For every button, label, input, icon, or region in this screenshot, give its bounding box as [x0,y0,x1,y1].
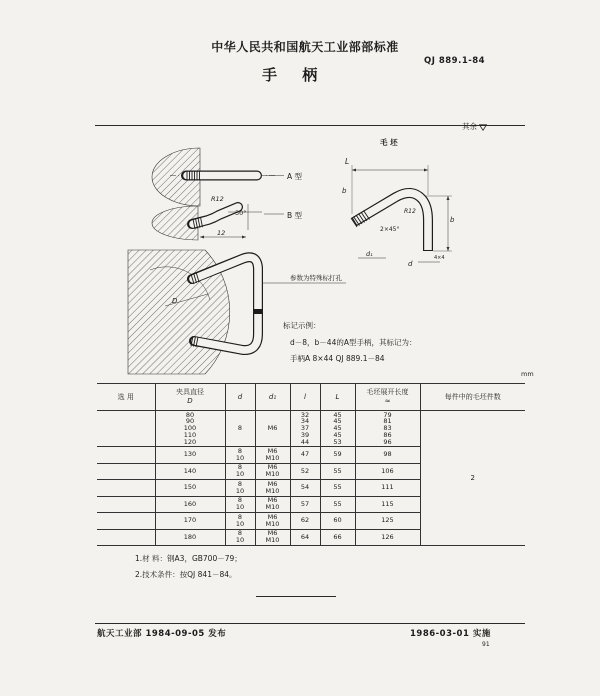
d-value: 10 [235,470,245,479]
note-material: 1.材 料：钢A3，GB700－79； [135,554,242,563]
l-value: 37 [300,424,310,433]
l-cell: 62 [290,513,320,530]
fixture-diameter-label: D [172,297,178,305]
L-value: 45 [333,424,342,433]
d1-value: M6 [267,463,278,472]
blank-length-value: 86 [383,430,392,439]
L-cell [320,411,355,447]
diameter-cell: 170 [155,513,225,530]
type-a-label: A 型 [287,172,303,181]
header-l: l [290,384,320,411]
header-blank-length-name: 毛坯展开长度 [366,388,409,396]
footer-rule [95,623,525,624]
diameter-cell: 140 [155,463,225,480]
diameter-value: 90 [185,417,195,426]
d1-value: M6 [267,479,278,488]
l-cell: 52 [290,463,320,480]
blank-length-value: 96 [383,437,392,446]
page-title: 手 柄 [262,66,328,84]
d-value: 8 [237,463,243,472]
count-cell: 2 [420,411,525,546]
page-number: 91 [482,641,490,648]
d1-cell: M6 [255,411,290,447]
blank-length-cell: 98 [355,447,420,464]
marking-line-2: 手柄A 8×44 QJ 889.1－84 [290,354,385,363]
l-value: 44 [300,437,310,446]
diameter-cell: 160 [155,496,225,513]
L-cell: 55 [320,463,355,480]
table-header-row [97,384,525,411]
d-cell [225,513,255,530]
diameter-value: 110 [183,430,197,439]
d-cell [225,463,255,480]
blank-length-value: 79 [383,410,392,419]
L-cell: 59 [320,447,355,464]
diameter-value: 120 [183,437,197,446]
blank-d-label: d [408,260,413,268]
d-cell: 8 [225,411,255,447]
l-cell: 64 [290,529,320,546]
d1-value: M10 [265,486,280,495]
blank-length-label: L [345,157,350,166]
d1-cell [255,447,290,464]
d1-value: M6 [267,446,278,455]
blank-end-dim-label: 4×4 [434,255,445,261]
d-cell [225,529,255,546]
l-cell: 54 [290,480,320,497]
select-cell [97,463,155,480]
diameter-value: 80 [185,410,195,419]
note-technical: 2.技术条件：按QJ 841－84。 [135,570,237,579]
d-value: 10 [235,453,245,462]
blank-length-cell: 115 [355,496,420,513]
select-cell [97,513,155,530]
header-diameter-name: 夹具直径 [176,388,204,396]
d1-cell [255,513,290,530]
diameter-cell: 130 [155,447,225,464]
d-cell [225,480,255,497]
select-cell [97,496,155,513]
diameter-value: 100 [183,424,197,433]
l-value: 39 [300,430,310,439]
L-cell: 60 [320,513,355,530]
header-d1: d₁ [255,384,290,411]
blank-length-cell [355,411,420,447]
d1-value: M10 [265,519,280,528]
header-diameter [155,384,225,411]
header-select: 选 用 [97,384,155,411]
d1-value: M10 [265,536,280,545]
select-cell [97,480,155,497]
header-diameter-symbol: D [187,397,193,405]
L-value: 45 [333,410,342,419]
d-value: 10 [235,486,245,495]
footer-issued: 航天工业部 1984-09-05 发布 [97,629,227,639]
d1-cell [255,496,290,513]
blank-d1-label: d₁ [366,250,373,258]
d1-value: M6 [267,529,278,538]
type-b-label: B 型 [287,211,303,220]
L-value: 45 [333,417,342,426]
l-value: 34 [300,417,310,426]
dimension-table [97,383,525,546]
bail-section-mark [253,309,263,314]
table-row [97,411,525,447]
d-cell [225,496,255,513]
d1-value: M10 [265,503,280,512]
L-value: 45 [333,430,342,439]
leader-note: 参数为特殊标打孔 [290,274,342,282]
blank-b-left-label: b [342,187,347,195]
L-cell: 55 [320,480,355,497]
standard-body-title: 中华人民共和国航天工业部部标准 [211,40,399,54]
blank-chamfer-label: 2×45° [380,226,400,233]
blank-b-right-label: b [450,216,455,224]
d-value: 8 [237,446,243,455]
header-L: L [320,384,355,411]
end-rule [256,596,336,597]
l-cell [290,411,320,447]
type-b-radius-label: R12 [211,195,224,203]
unit-label: mm [521,370,534,378]
L-cell: 55 [320,496,355,513]
blank-length-value: 83 [383,424,392,433]
blank-length-cell: 126 [355,529,420,546]
marking-line-1: d－8，b－44的A型手柄，其标记为： [290,338,417,347]
blank-length-cell: 106 [355,463,420,480]
d-value: 8 [237,529,243,538]
blank-rod-fill [355,193,428,250]
diameter-cell: 150 [155,480,225,497]
d-value: 10 [235,519,245,528]
d-value: 8 [237,512,243,521]
select-cell [97,411,155,447]
header-blank-length-symbol: ≈ [384,397,391,405]
blank-label: 毛 坯 [380,138,398,147]
header-d: d [225,384,255,411]
l-cell: 47 [290,447,320,464]
marking-heading: 标记示例： [283,321,321,330]
blank-length-cell: 125 [355,513,420,530]
d-cell [225,447,255,464]
header-blank-length [355,384,420,411]
d1-value: M10 [265,470,280,479]
select-cell [97,529,155,546]
d1-cell [255,480,290,497]
l-value: 32 [300,410,310,419]
header-count: 每件中的毛坯件数 [420,384,525,411]
standard-code: QJ 889.1-84 [424,56,486,66]
d-value: 10 [235,536,245,545]
type-b-length-label: 12 [217,229,226,237]
diameter-cell: 180 [155,529,225,546]
d1-value: M6 [267,512,278,521]
d-value: 10 [235,503,245,512]
d1-cell [255,463,290,480]
footer-effective: 1986-03-01 实施 [410,629,491,639]
d1-value: M10 [265,453,280,462]
select-cell [97,447,155,464]
d-value: 8 [237,496,243,505]
L-value: 53 [333,437,342,446]
l-cell: 57 [290,496,320,513]
d1-cell [255,529,290,546]
d-value: 8 [237,479,243,488]
blank-length-cell: 111 [355,480,420,497]
L-cell: 66 [320,529,355,546]
blank-radius-label: R12 [404,208,416,215]
diameter-cell [155,411,225,447]
blank-length-value: 81 [383,417,392,426]
type-b-angle-label: 30° [235,209,247,217]
roughness-note-text: 其余 [462,122,477,131]
d1-value: M6 [267,496,278,505]
